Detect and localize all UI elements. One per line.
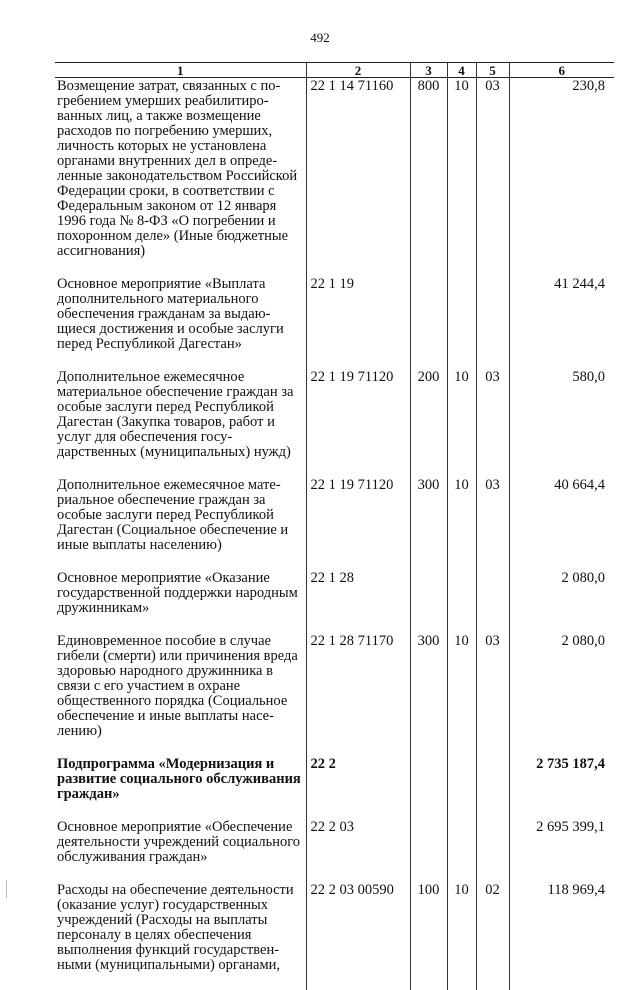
row-pr: 03	[476, 369, 509, 477]
row-rz	[447, 756, 476, 819]
row-code: 22 1 19	[306, 276, 410, 369]
row-pr: 02	[476, 882, 509, 990]
row-amount: 230,8	[509, 78, 614, 277]
row-rz	[447, 819, 476, 882]
row-pr: 03	[476, 477, 509, 570]
table-row	[55, 276, 614, 369]
table-row	[55, 78, 614, 277]
scan-edge-mark	[6, 880, 7, 898]
row-code: 22 1 19 71120	[306, 477, 410, 570]
col-header-amount: 6	[509, 63, 614, 78]
table-row	[55, 369, 614, 477]
row-name: Основное мероприятие «Обеспечение деятельности учреждений социального обслуживания граждан»	[57, 819, 301, 865]
table-row	[55, 882, 614, 990]
row-rz	[447, 276, 476, 369]
row-amount: 580,0	[509, 369, 614, 477]
row-vr: 800	[410, 78, 447, 277]
row-pr	[476, 819, 509, 882]
row-amount: 2 695 399,1	[509, 819, 614, 882]
row-name: Расходы на обеспечение деятельности (оказание услуг) государственных учреждений (Расходы на выплаты персоналу в целях обеспечения выполнения функций государственными (муниципальными) органами,	[57, 882, 294, 973]
table-row	[55, 819, 614, 882]
row-amount: 2 080,0	[509, 570, 614, 633]
row-pr: 03	[476, 633, 509, 756]
row-vr	[410, 570, 447, 633]
row-rz: 10	[447, 78, 476, 277]
row-amount: 40 664,4	[509, 477, 614, 570]
row-vr	[410, 276, 447, 369]
row-name: Дополнительное ежемесячное материальное обеспечение граждан за особые заслуги перед Республикой Дагестан (Социальное обеспечение и иные выплаты населению)	[57, 477, 289, 553]
row-rz: 10	[447, 882, 476, 990]
row-pr	[476, 276, 509, 369]
header-row	[55, 63, 614, 78]
table-row	[55, 477, 614, 570]
row-vr: 200	[410, 369, 447, 477]
row-name: Возмещение затрат, связанных с погребением умерших реабилитированных лиц, а также возмещение расходов по погребению умерших, личность которых не установлена органами внутренних дел в определенные законодательством Российской Федерации сроки, в соответствии с Федеральным законом от 12 января 1996 года № 8-ФЗ «О погребении и похоронном деле» (Иные бюджетные ассигнования)	[57, 78, 298, 259]
row-code: 22 2 03 00590	[306, 882, 410, 990]
row-vr	[410, 819, 447, 882]
row-code: 22 2	[306, 756, 410, 819]
row-code: 22 1 28	[306, 570, 410, 633]
row-code: 22 1 28 71170	[306, 633, 410, 756]
row-rz	[447, 570, 476, 633]
row-pr: 03	[476, 78, 509, 277]
table-row-subprogram	[55, 756, 614, 819]
page-number: 492	[310, 30, 330, 45]
row-code: 22 2 03	[306, 819, 410, 882]
table-row	[55, 570, 614, 633]
row-rz: 10	[447, 633, 476, 756]
row-name: Основное мероприятие «Оказание государственной поддержки народным дружинникам»	[57, 570, 298, 616]
row-amount: 118 969,4	[509, 882, 614, 990]
col-header-pr: 5	[476, 63, 509, 78]
row-code: 22 1 19 71120	[306, 369, 410, 477]
row-vr: 100	[410, 882, 447, 990]
row-amount: 2 735 187,4	[509, 756, 614, 819]
row-pr	[476, 570, 509, 633]
col-header-rz: 4	[447, 63, 476, 78]
row-pr	[476, 756, 509, 819]
row-amount: 2 080,0	[509, 633, 614, 756]
row-rz: 10	[447, 369, 476, 477]
row-vr	[410, 756, 447, 819]
row-name: Дополнительное ежемесячное материальное обеспечение граждан за особые заслуги перед Республикой Дагестан (Закупка товаров, работ и услуг для обеспечения государственных (муниципальных) нужд)	[57, 369, 294, 460]
row-name: Единовременное пособие в случае гибели (смерти) или причинения вреда здоровью народного дружинника в связи с его участием в охране общественного порядка (Социальное обеспечение и иные выплаты населению)	[57, 633, 298, 739]
row-name: Основное мероприятие «Выплата дополнительного материального обеспечения гражданам за выдающиеся достижения и особые заслуги перед Республикой Дагестан»	[57, 276, 284, 352]
row-name: Подпрограмма «Модернизация и развитие социального обслуживания граждан»	[57, 756, 301, 802]
table-row	[55, 633, 614, 756]
budget-table	[55, 62, 614, 990]
col-header-code: 2	[306, 63, 410, 78]
col-header-name: 1	[55, 63, 306, 78]
row-vr: 300	[410, 477, 447, 570]
row-vr: 300	[410, 633, 447, 756]
row-rz: 10	[447, 477, 476, 570]
row-code: 22 1 14 71160	[306, 78, 410, 277]
row-amount: 41 244,4	[509, 276, 614, 369]
col-header-vr: 3	[410, 63, 447, 78]
